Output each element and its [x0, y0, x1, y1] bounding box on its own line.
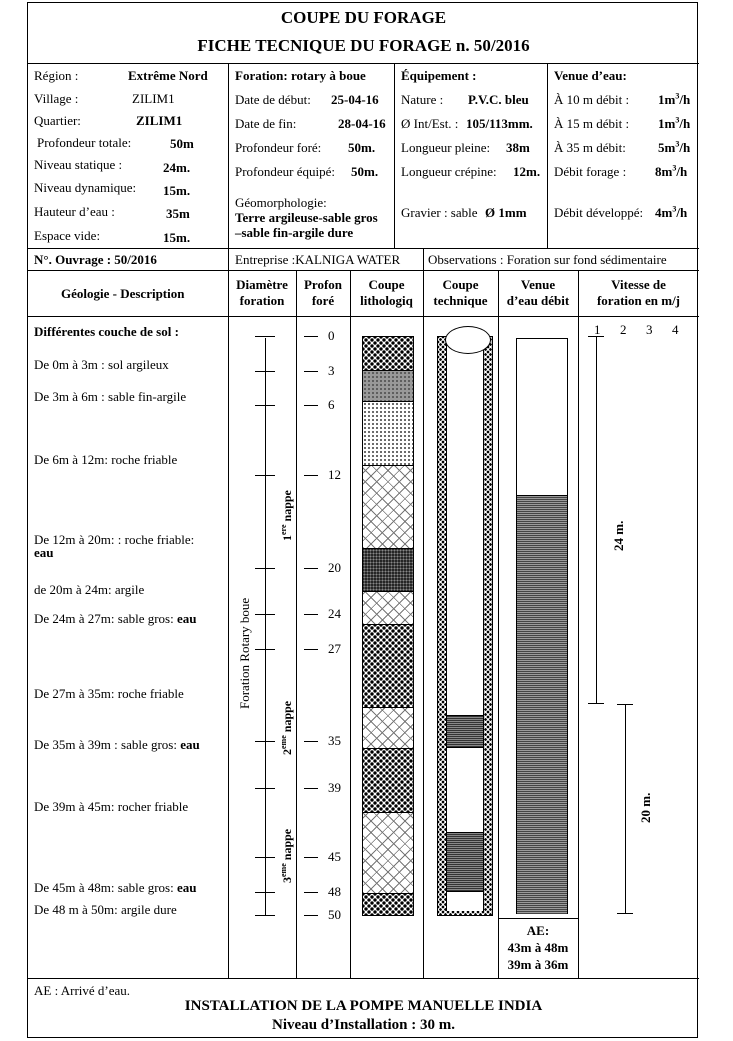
vitesse-scale-label: 3	[646, 322, 653, 337]
nappe-1-label: 1ere nappe	[279, 490, 294, 541]
litho-layer-sable-fin-argile	[363, 371, 413, 402]
litho-layer-argile	[363, 549, 413, 592]
prof-totale-label: Profondeur totale:	[37, 135, 132, 150]
village-value: ZILIM1	[132, 91, 175, 106]
header-vitesse-2: foration en m/j	[596, 293, 681, 308]
diametre-tick	[255, 788, 275, 789]
lithology-column	[362, 336, 414, 916]
diam-value: 105/113mm.	[466, 116, 533, 131]
depth-tick	[304, 788, 318, 789]
region-label: Région :	[34, 68, 79, 83]
depth-label: 20	[328, 559, 341, 575]
forage-sheet	[27, 2, 698, 1038]
venue-eau-water-level	[517, 495, 567, 914]
header-venue-2: d’eau débit	[506, 293, 570, 308]
depth-label: 6	[328, 397, 335, 413]
litho-layer-roche-friable-1	[363, 402, 413, 466]
vitesse-segment-2-bottom	[617, 913, 633, 914]
equipement-title: Équipement :	[401, 68, 477, 83]
geology-layer-4: De 12m à 20m: : roche friable:	[34, 532, 195, 547]
date-debut-value: 25-04-16	[331, 92, 379, 107]
vline-col-3	[350, 270, 351, 978]
depth-tick	[304, 649, 318, 650]
diametre-tick	[255, 892, 275, 893]
ae-line-2: 39m à 36m	[507, 957, 569, 972]
venue-row-1-value: $1m^3/h$	[658, 91, 691, 107]
venue-row-3-value: $5m^3/h$	[658, 139, 691, 155]
diametre-tick	[255, 649, 275, 650]
divider-title	[28, 63, 699, 64]
vitesse-segment-2-label: 20 m.	[638, 792, 653, 823]
vline-ouvrage-1	[228, 248, 229, 270]
diametre-tick	[255, 741, 275, 742]
quartier-value: ZILIM1	[136, 113, 183, 128]
vline-col-6	[578, 270, 579, 978]
depth-label: 0	[328, 328, 335, 343]
depth-tick	[304, 371, 318, 372]
header-diametre-1: Diamètre	[236, 277, 288, 292]
prof-fore-label: Profondeur foré:	[235, 140, 322, 155]
depth-tick	[304, 405, 318, 406]
vline-ouvrage-2	[423, 248, 424, 270]
geomorph-label: Géomorphologie:	[235, 195, 327, 210]
header-coupe-tech-2: technique	[433, 293, 488, 308]
geology-layer-8: De 35m à 39m : sable gros: eau	[34, 737, 200, 752]
geomorph-value-1: Terre argileuse-sable gros	[235, 210, 378, 225]
vitesse-scale-label: 4	[672, 322, 679, 337]
depth-label: 48	[328, 883, 341, 899]
gravier-value: Ø 1mm	[485, 205, 527, 220]
espace-vide-value: 15m.	[163, 230, 191, 245]
hauteur-eau-label: Hauteur d’eau :	[34, 204, 115, 219]
litho-layer-roche-friable-eau	[363, 466, 413, 549]
debit-forage-value: $8m^3/h$	[655, 163, 688, 179]
vitesse-segment-1-label: 24 m.	[611, 520, 626, 551]
prof-equipe-label: Profondeur équipé:	[235, 164, 336, 179]
gravier-label: Gravier : sable	[401, 205, 478, 220]
longueur-pleine-value: 38m	[506, 140, 530, 155]
venue-eau-column	[516, 338, 568, 914]
venue-row-2-value: $1m^3/h$	[658, 115, 691, 131]
geology-layer-6: De 24m à 27m: sable gros: eau	[34, 611, 197, 626]
diametre-tick	[255, 568, 275, 569]
footer-installation: INSTALLATION DE LA POMPE MANUELLE INDIA	[184, 998, 543, 1014]
observations-label: Observations : Foration sur fond sédimentaire	[428, 252, 667, 267]
technical-tube	[446, 336, 484, 911]
header-profon-2: foré	[311, 293, 335, 308]
depth-tick	[304, 614, 318, 615]
date-fin-value: 28-04-16	[338, 116, 386, 131]
prof-totale-value: 50m	[170, 136, 194, 151]
hauteur-eau-value: 35m	[166, 206, 190, 221]
header-profon-1: Profon	[303, 277, 343, 292]
diametre-tick	[255, 371, 275, 372]
debit-dev-label: Débit développé:	[554, 205, 644, 220]
niv-statique-label: Niveau statique :	[34, 157, 123, 172]
prof-equipe-value: 50m.	[351, 164, 379, 179]
litho-layer-sable-gros-3	[363, 813, 413, 894]
foration-rotary-label: Foration Rotary boue	[237, 597, 252, 709]
niv-statique-value: 24m.	[163, 160, 191, 175]
depth-tick	[304, 568, 318, 569]
vitesse-segment-2	[625, 704, 626, 914]
divider-footer	[28, 978, 699, 979]
litho-layer-rocher-friable	[363, 749, 413, 813]
header-geologie: Géologie - Description	[61, 286, 185, 301]
longueur-crepine-value: 12m.	[513, 164, 541, 179]
header-venue-1: Venue	[520, 277, 556, 292]
depth-tick	[304, 741, 318, 742]
region-value: Extrême Nord	[128, 68, 208, 83]
date-fin-label: Date de fin:	[235, 116, 297, 131]
vline-col-4	[423, 270, 424, 978]
debit-forage-label: Débit forage :	[554, 164, 627, 179]
geology-layer-5: de 20m à 24m: argile	[34, 582, 145, 597]
vline-info-1	[228, 63, 229, 248]
depth-label: 24	[328, 605, 341, 621]
divider-ouvrage	[28, 270, 699, 271]
litho-layer-argile-dure	[363, 894, 413, 915]
depth-label: 39	[328, 779, 341, 795]
venue-row-3-label: À 35 m débit:	[554, 140, 626, 155]
well-head-icon	[445, 326, 491, 354]
footer-note: AE : Arrivé d’eau.	[34, 983, 131, 998]
litho-layer-roche-friable-2	[363, 625, 413, 708]
depth-label: 12	[328, 466, 341, 482]
geology-layer-4-bold: eau	[34, 545, 54, 560]
crepine-2	[447, 832, 483, 892]
vitesse-scale-label: 1	[594, 322, 601, 337]
longueur-crepine-label: Longueur crépine:	[401, 164, 497, 179]
vline-col-2	[296, 270, 297, 978]
geology-layer-10: De 45m à 48m: sable gros: eau	[34, 880, 197, 895]
ae-line-1: 43m à 48m	[507, 940, 569, 955]
geology-layer-9: De 39m à 45m: rocher friable	[34, 799, 189, 814]
depth-tick	[304, 915, 318, 916]
divider-headers	[28, 316, 699, 317]
title-coupe: COUPE DU FORAGE	[280, 8, 447, 27]
geology-layer-3: De 6m à 12m: roche friable	[34, 452, 178, 467]
village-label: Village :	[34, 91, 79, 106]
quartier-label: Quartier:	[34, 113, 81, 128]
entreprise-label: Entreprise :KALNIGA WATER	[235, 252, 401, 267]
venue-row-1-label: À 10 m débit :	[554, 92, 630, 107]
diametre-tick	[255, 336, 275, 337]
divider-ae	[498, 918, 578, 919]
depth-label: 45	[328, 849, 341, 865]
nappe-3-label: 3eme nappe	[279, 828, 294, 883]
longueur-pleine-label: Longueur pleine:	[401, 140, 491, 155]
header-coupe-lith-2: lithologiq	[360, 293, 413, 308]
divider-info	[28, 248, 699, 249]
footer-niveau: Niveau d’Installation : 30 m.	[272, 1017, 455, 1033]
vitesse-segment-2-top	[617, 704, 633, 705]
depth-label: 50	[328, 907, 341, 922]
diametre-tick	[255, 405, 275, 406]
vitesse-segment-1-top	[588, 336, 604, 337]
foration-title: Foration: rotary à boue	[235, 68, 366, 83]
diametre-tick	[255, 475, 275, 476]
niv-dynamique-label: Niveau dynamique:	[34, 180, 137, 195]
header-coupe-tech-1: Coupe	[442, 277, 479, 292]
geology-layer-11: De 48 m à 50m: argile dure	[34, 902, 177, 917]
prof-fore-value: 50m.	[348, 140, 376, 155]
nappe-2-label: 2eme nappe	[279, 700, 294, 755]
vline-col-5	[498, 270, 499, 978]
nature-value: P.V.C. bleu	[468, 92, 529, 107]
diametre-axis	[265, 338, 266, 915]
diametre-tick	[255, 915, 275, 916]
vline-col-1	[228, 270, 229, 978]
diametre-tick	[255, 857, 275, 858]
ae-title: AE:	[526, 923, 550, 938]
header-coupe-lith-1: Coupe	[368, 277, 405, 292]
depth-tick	[304, 892, 318, 893]
nature-label: Nature :	[401, 92, 444, 107]
geology-layer-1: De 0m à 3m : sol argileux	[34, 357, 169, 372]
geomorph-value-2: –sable fin-argile dure	[235, 225, 354, 240]
geology-layer-2: De 3m à 6m : sable fin-argile	[34, 389, 187, 404]
depth-label: 3	[328, 362, 335, 378]
depth-label: 35	[328, 733, 341, 749]
depth-label: 27	[328, 640, 341, 656]
crepine-1	[447, 715, 483, 748]
title-fiche: FICHE TECNIQUE DU FORAGE n. 50/2016	[197, 36, 530, 55]
header-diametre-2: foration	[239, 293, 285, 308]
diam-label: Ø Int/Est. :	[401, 116, 459, 131]
niv-dynamique-value: 15m.	[163, 183, 191, 198]
vitesse-segment-1	[596, 336, 597, 704]
venue-row-2-label: À 15 m débit :	[554, 116, 630, 131]
vline-info-2	[394, 63, 395, 248]
diametre-tick	[255, 614, 275, 615]
header-vitesse-1: Vitesse de	[611, 277, 666, 292]
vitesse-segment-1-bottom	[588, 703, 604, 704]
vitesse-scale-label: 2	[620, 322, 627, 337]
depth-tick	[304, 336, 318, 337]
litho-layer-sable-gros-1	[363, 592, 413, 625]
date-debut-label: Date de début:	[235, 92, 311, 107]
espace-vide-label: Espace vide:	[34, 228, 101, 243]
geology-heading: Différentes couche de sol :	[34, 324, 179, 339]
debit-dev-value: $4m^3/h$	[655, 204, 688, 220]
litho-layer-sable-gros-2	[363, 708, 413, 749]
geology-layer-7: De 27m à 35m: roche friable	[34, 686, 184, 701]
ouvrage-label: N°. Ouvrage : 50/2016	[34, 252, 157, 267]
depth-tick	[304, 857, 318, 858]
litho-layer-sol-argileux	[363, 337, 413, 371]
depth-tick	[304, 475, 318, 476]
vline-info-3	[547, 63, 548, 248]
venue-title: Venue d’eau:	[554, 68, 627, 83]
